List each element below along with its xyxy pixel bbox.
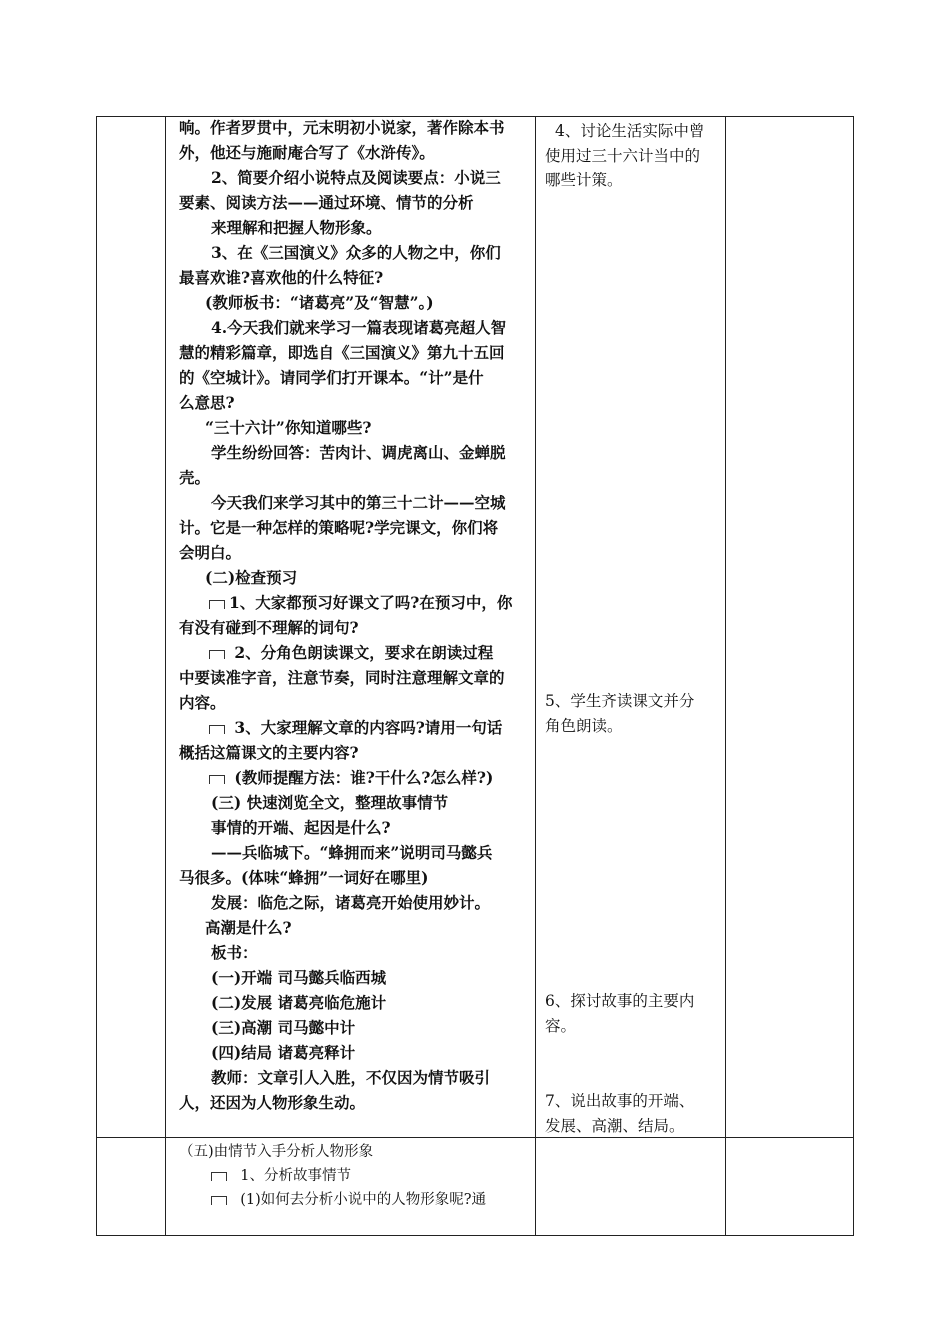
- text-line: (二)发展 诸葛亮临危施计: [211, 993, 387, 1012]
- note-line: 7、说出故事的开端、: [545, 1092, 695, 1110]
- student-activity-note: [545, 989, 725, 1038]
- student-activity-note: [545, 689, 725, 738]
- student-activity-note: [545, 119, 725, 193]
- text-line: 来理解和把握人物形象。: [211, 218, 382, 237]
- text-line: 外，他还与施耐庵合写了《水浒传》。: [179, 143, 435, 162]
- column-divider: [535, 117, 536, 1235]
- note-line: 哪些计策。: [545, 171, 623, 189]
- text-line: 响。作者罗贯中，元末明初小说家，著作除本书: [179, 118, 505, 137]
- paragraph-mark-icon: [211, 1196, 227, 1205]
- text-line: 2、简要介绍小说特点及阅读要点：小说三: [211, 168, 501, 187]
- row-divider: [97, 1137, 853, 1138]
- text-line: 3、大家理解文章的内容吗?请用一句话: [209, 717, 502, 739]
- note-line: 角色朗读。: [545, 716, 623, 735]
- text-line: 马很多。(体味“蜂拥”一词好在哪里): [179, 868, 429, 887]
- note-line: 6、探讨故事的主要内: [545, 992, 695, 1010]
- paragraph-mark-icon: [211, 1172, 227, 1181]
- text-line: 今天我们来学习其中的第三十二计——空城: [211, 493, 506, 512]
- text-line: 板书：: [211, 943, 258, 962]
- paragraph-mark-icon: [209, 775, 225, 784]
- text-line: 最喜欢谁?喜欢他的什么特征?: [179, 268, 384, 287]
- text-line: （五)由情节入手分析人物形象: [179, 1144, 374, 1160]
- text-line: 慧的精彩篇章，即选自《三国演义》第九十五回: [179, 343, 505, 362]
- text-line: 1、分析故事情节: [211, 1165, 351, 1187]
- text-line: 1、大家都预习好课文了吗?在预习中，你: [209, 592, 512, 614]
- text-line: 学生纷纷回答：苦肉计、调虎离山、金蝉脱: [211, 443, 506, 462]
- lesson-table: [96, 116, 854, 1236]
- text-line: 壳。: [179, 468, 211, 487]
- column-divider: [165, 117, 166, 1235]
- text-line: 计。它是一种怎样的策略呢?学完课文，你们将: [179, 518, 499, 537]
- text-line: 发展：临危之际，诸葛亮开始使用妙计。: [211, 893, 491, 912]
- paragraph-mark-icon: [209, 600, 225, 609]
- text-line: ——兵临城下。“蜂拥而来”说明司马懿兵: [211, 843, 493, 862]
- text-line: “三十六计”你知道哪些?: [205, 418, 372, 437]
- note-line: 5、学生齐读课文并分: [545, 692, 695, 710]
- text-line: 有没有碰到不理解的词句?: [179, 618, 359, 637]
- text-line: 要素、阅读方法——通过环境、情节的分析: [179, 193, 474, 212]
- text-line: (二)检查预习: [205, 568, 298, 587]
- text-line: 内容。: [179, 693, 226, 712]
- text-line: (教师板书：“诸葛亮”及“智慧”。): [205, 293, 434, 312]
- paragraph-mark-icon: [209, 725, 225, 734]
- text-line: (三) 快速浏览全文，整理故事情节: [211, 793, 449, 812]
- text-line: 中要读准字音，注意节奏，同时注意理解文章的: [179, 668, 505, 687]
- text-line: (1)如何去分析小说中的人物形象呢?通: [211, 1189, 486, 1211]
- note-line: 发展、高潮、结局。: [545, 1116, 685, 1135]
- text-line: 4.今天我们就来学习一篇表现诸葛亮超人智: [211, 318, 507, 337]
- text-line: 的《空城计》。请同学们打开课本。“计”是什: [179, 368, 484, 387]
- text-line: (一)开端 司马懿兵临西城: [211, 968, 387, 987]
- text-line: 么意思?: [179, 393, 235, 412]
- text-line: (教师提醒方法：谁?干什么?怎么样?): [209, 767, 493, 789]
- column-divider: [725, 117, 726, 1235]
- paragraph-mark-icon: [209, 650, 225, 659]
- student-activity-note: [545, 1089, 725, 1138]
- text-line: (三)高潮 司马懿中计: [211, 1018, 356, 1037]
- text-line: 3、在《三国演义》众多的人物之中，你们: [211, 243, 501, 262]
- text-line: (四)结局 诸葛亮释计: [211, 1043, 356, 1062]
- text-line: 2、分角色朗读课文，要求在朗读过程: [209, 642, 493, 664]
- text-line: 教师：文章引人入胜，不仅因为情节吸引: [211, 1068, 491, 1087]
- note-line: 容。: [545, 1016, 577, 1035]
- note-line: 4、讨论生活实际中曾: [555, 122, 705, 140]
- note-line: 使用过三十六计当中的: [545, 146, 701, 165]
- text-line: 人，还因为人物形象生动。: [179, 1093, 366, 1112]
- text-line: 概括这篇课文的主要内容?: [179, 743, 359, 762]
- text-line: 事情的开端、起因是什么?: [211, 818, 391, 837]
- text-line: 高潮是什么?: [205, 918, 292, 937]
- text-line: 会明白。: [179, 543, 242, 562]
